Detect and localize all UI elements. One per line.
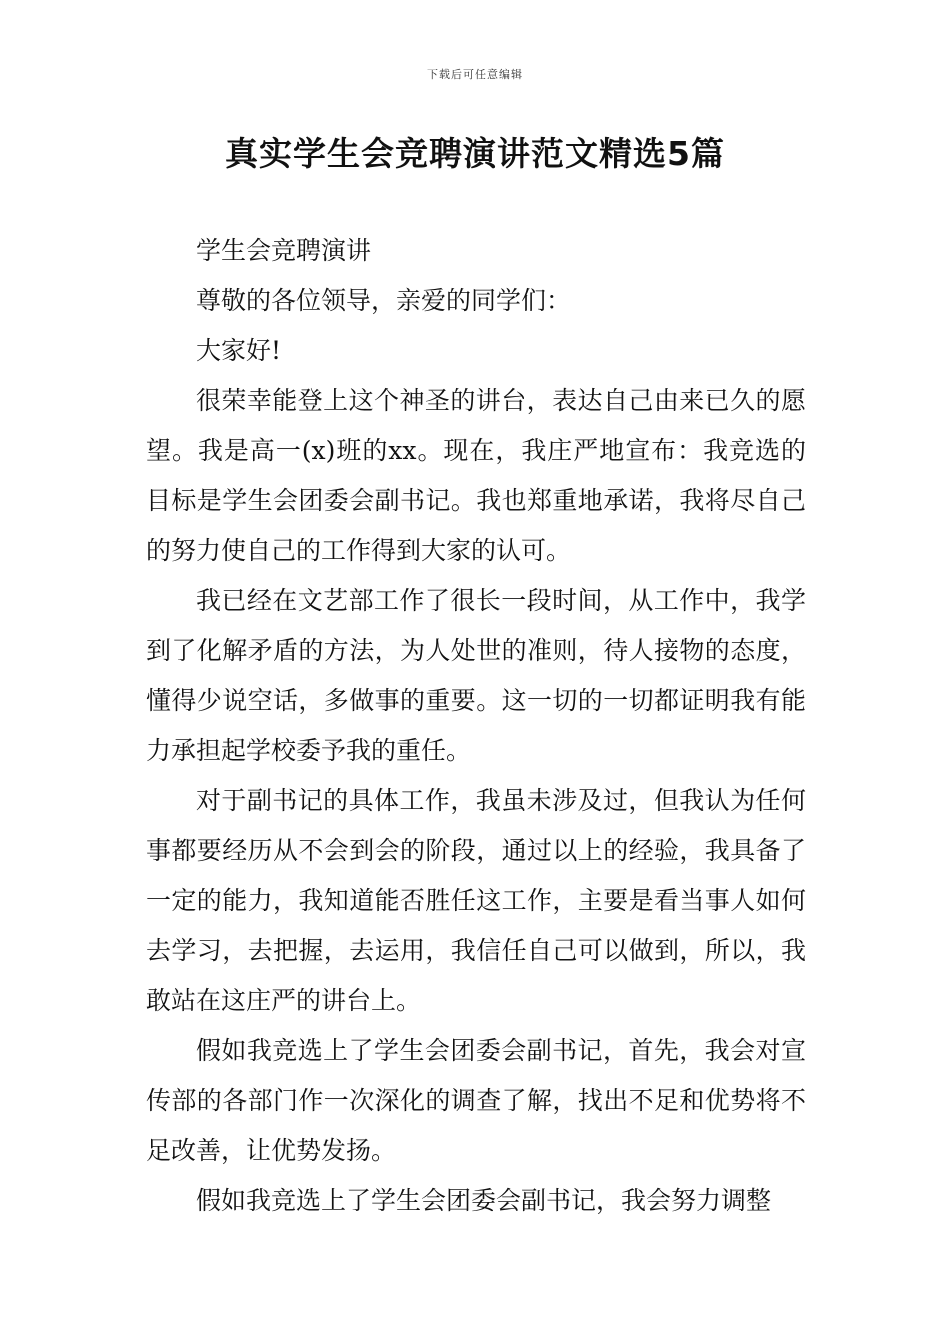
paragraph: 假如我竞选上了学生会团委会副书记，首先，我会对宣传部的各部门作一次深化的调查了解，找出不足和优势将不足改善，让优势发扬。: [146, 1036, 806, 1165]
paragraph-salutation: 尊敬的各位领导，亲爱的同学们：: [196, 286, 572, 315]
paragraph: 对于副书记的具体工作，我虽未涉及过，但我认为任何事都要经历从不会到会的阶段，通过以上的经验，我具备了一定的能力，我知道能否胜任这工作，主要是看当事人如何去学习，去把握，去运用，我信任自己可以做到，所以，我敢站在这庄严的讲台上。: [146, 786, 806, 1015]
document-body: [146, 226, 806, 1226]
paragraph: 我已经在文艺部工作了很长一段时间，从工作中，我学到了化解矛盾的方法，为人处世的准则，待人接物的态度，懂得少说空话，多做事的重要。这一切的一切都证明我有能力承担起学校委予我的重任。: [146, 586, 806, 765]
paragraph-heading: 学生会竞聘演讲: [196, 236, 372, 265]
paragraph-greeting: 大家好!: [196, 336, 282, 365]
paragraph: 假如我竞选上了学生会团委会副书记，我会努力调整: [196, 1186, 772, 1215]
paragraph: 很荣幸能登上这个神圣的讲台，表达自己由来已久的愿望。我是高一(x)班的xx。现在，我庄严地宣布：我竞选的目标是学生会团委会副书记。我也郑重地承诺，我将尽自己的努力使自己的工作得到大家的认可。: [146, 386, 806, 565]
document-title: 真实学生会竞聘演讲范文精选5篇: [225, 134, 725, 173]
header-note: 下载后可任意编辑: [427, 68, 523, 81]
